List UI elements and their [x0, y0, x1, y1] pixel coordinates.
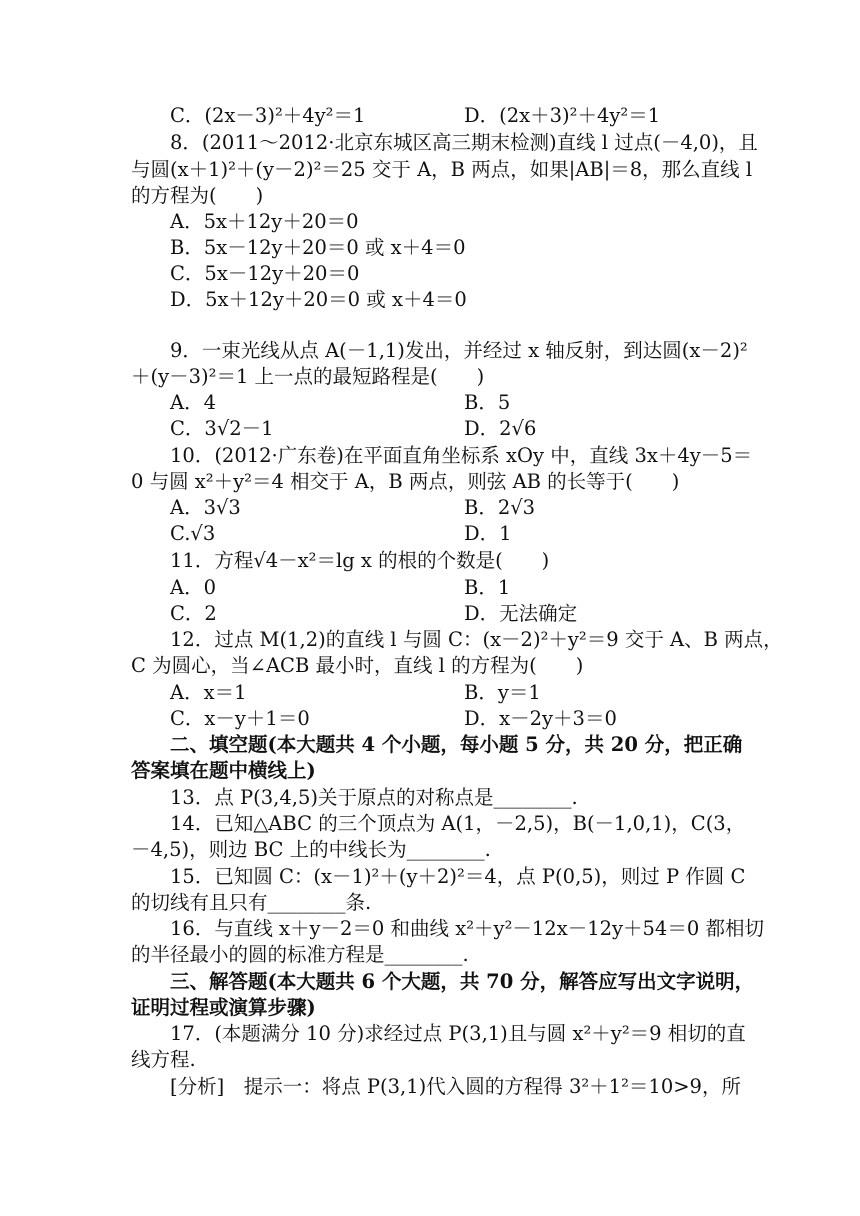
section-heading: 证明过程或演算步骤)	[131, 996, 316, 1019]
text-line: B．5x－12y＋20＝0 或 x＋4＝0	[170, 236, 466, 259]
text-line: C．5x－12y＋20＝0	[170, 262, 360, 285]
section-heading: 三、解答题(本大题共 6 个大题，共 70 分，解答应写出文字说明，	[170, 970, 755, 993]
section-heading: 二、填空题(本大题共 4 个小题，每小题 5 分，共 20 分，把正确	[170, 733, 743, 756]
option-right: D．x－2y＋3＝0	[464, 707, 617, 730]
text-line: 9．一束光线从点 A(－1,1)发出，并经过 x 轴反射，到达圆(x－2)²	[170, 339, 748, 362]
text-line: C.√3	[170, 522, 216, 545]
text-line: C．3√2－1	[170, 417, 274, 440]
option-right: D．(2x＋3)²＋4y²＝1	[464, 104, 661, 127]
text-line: C 为圆心，当∠ACB 最小时，直线 l 的方程为( )	[131, 654, 584, 677]
option-right: D．1	[464, 522, 512, 545]
text-line: 的半径最小的圆的标准方程是________.	[131, 943, 469, 966]
option-right: D．2√6	[464, 417, 537, 440]
text-line: 11．方程√4－x²＝lg x 的根的个数是( )	[170, 549, 550, 572]
text-line: 12．过点 M(1,2)的直线 l 与圆 C：(x－2)²＋y²＝9 交于 A、B 两点，	[170, 628, 783, 651]
text-line: 线方程.	[131, 1048, 196, 1071]
option-right: B．2√3	[464, 496, 536, 519]
text-line: 的方程为( )	[131, 184, 264, 207]
text-line: 14．已知△ABC 的三个顶点为 A(1，－2,5)，B(－1,0,1)，C(3，	[170, 812, 746, 835]
text-line: 13．点 P(3,4,5)关于原点的对称点是________.	[170, 786, 578, 809]
text-line: A．0	[170, 576, 216, 599]
text-line: 15．已知圆 C：(x－1)²＋(y＋2)²＝4，点 P(0,5)，则过 P 作圆 C	[170, 865, 746, 888]
text-line: 0 与圆 x²＋y²＝4 相交于 A，B 两点，则弦 AB 的长等于( )	[131, 470, 680, 493]
text-line: C．2	[170, 602, 217, 625]
section-heading: 答案填在题中横线上)	[131, 759, 316, 782]
text-line: A．3√3	[170, 496, 241, 519]
option-right: D．无法确定	[464, 602, 578, 625]
text-line: A．5x＋12y＋20＝0	[170, 210, 359, 233]
text-line: 10．(2012·广东卷)在平面直角坐标系 xOy 中，直线 3x＋4y－5＝	[170, 444, 753, 467]
option-right: B．5	[464, 391, 511, 414]
text-line: A．x＝1	[170, 681, 247, 704]
text-line: 8．(2011～2012·北京东城区高三期末检测)直线 l 过点(－4,0)，且	[170, 131, 758, 154]
text-line: －4,5)，则边 BC 上的中线长为________.	[131, 838, 491, 861]
option-right: B．y＝1	[464, 681, 541, 704]
text-line: [分析] 提示一：将点 P(3,1)代入圆的方程得 3²＋1²＝10>9，所	[170, 1075, 741, 1098]
text-line: C．x－y＋1＝0	[170, 707, 310, 730]
text-line: C．(2x－3)²＋4y²＝1	[170, 104, 366, 127]
text-line: 17．(本题满分 10 分)求经过点 P(3,1)且与圆 x²＋y²＝9 相切的直	[170, 1022, 746, 1045]
text-line: D．5x＋12y＋20＝0 或 x＋4＝0	[170, 288, 467, 311]
text-line: ＋(y－3)²＝1 上一点的最短路程是( )	[131, 365, 485, 388]
text-line: 16．与直线 x＋y－2＝0 和曲线 x²＋y²－12x－12y＋54＝0 都相切	[170, 917, 764, 940]
text-line: A．4	[170, 391, 216, 414]
text-line: 与圆(x＋1)²＋(y－2)²＝25 交于 A，B 两点，如果|AB|＝8，那么直线 l	[131, 158, 753, 181]
text-line: 的切线有且只有________条.	[131, 891, 372, 914]
option-right: B．1	[464, 576, 511, 599]
